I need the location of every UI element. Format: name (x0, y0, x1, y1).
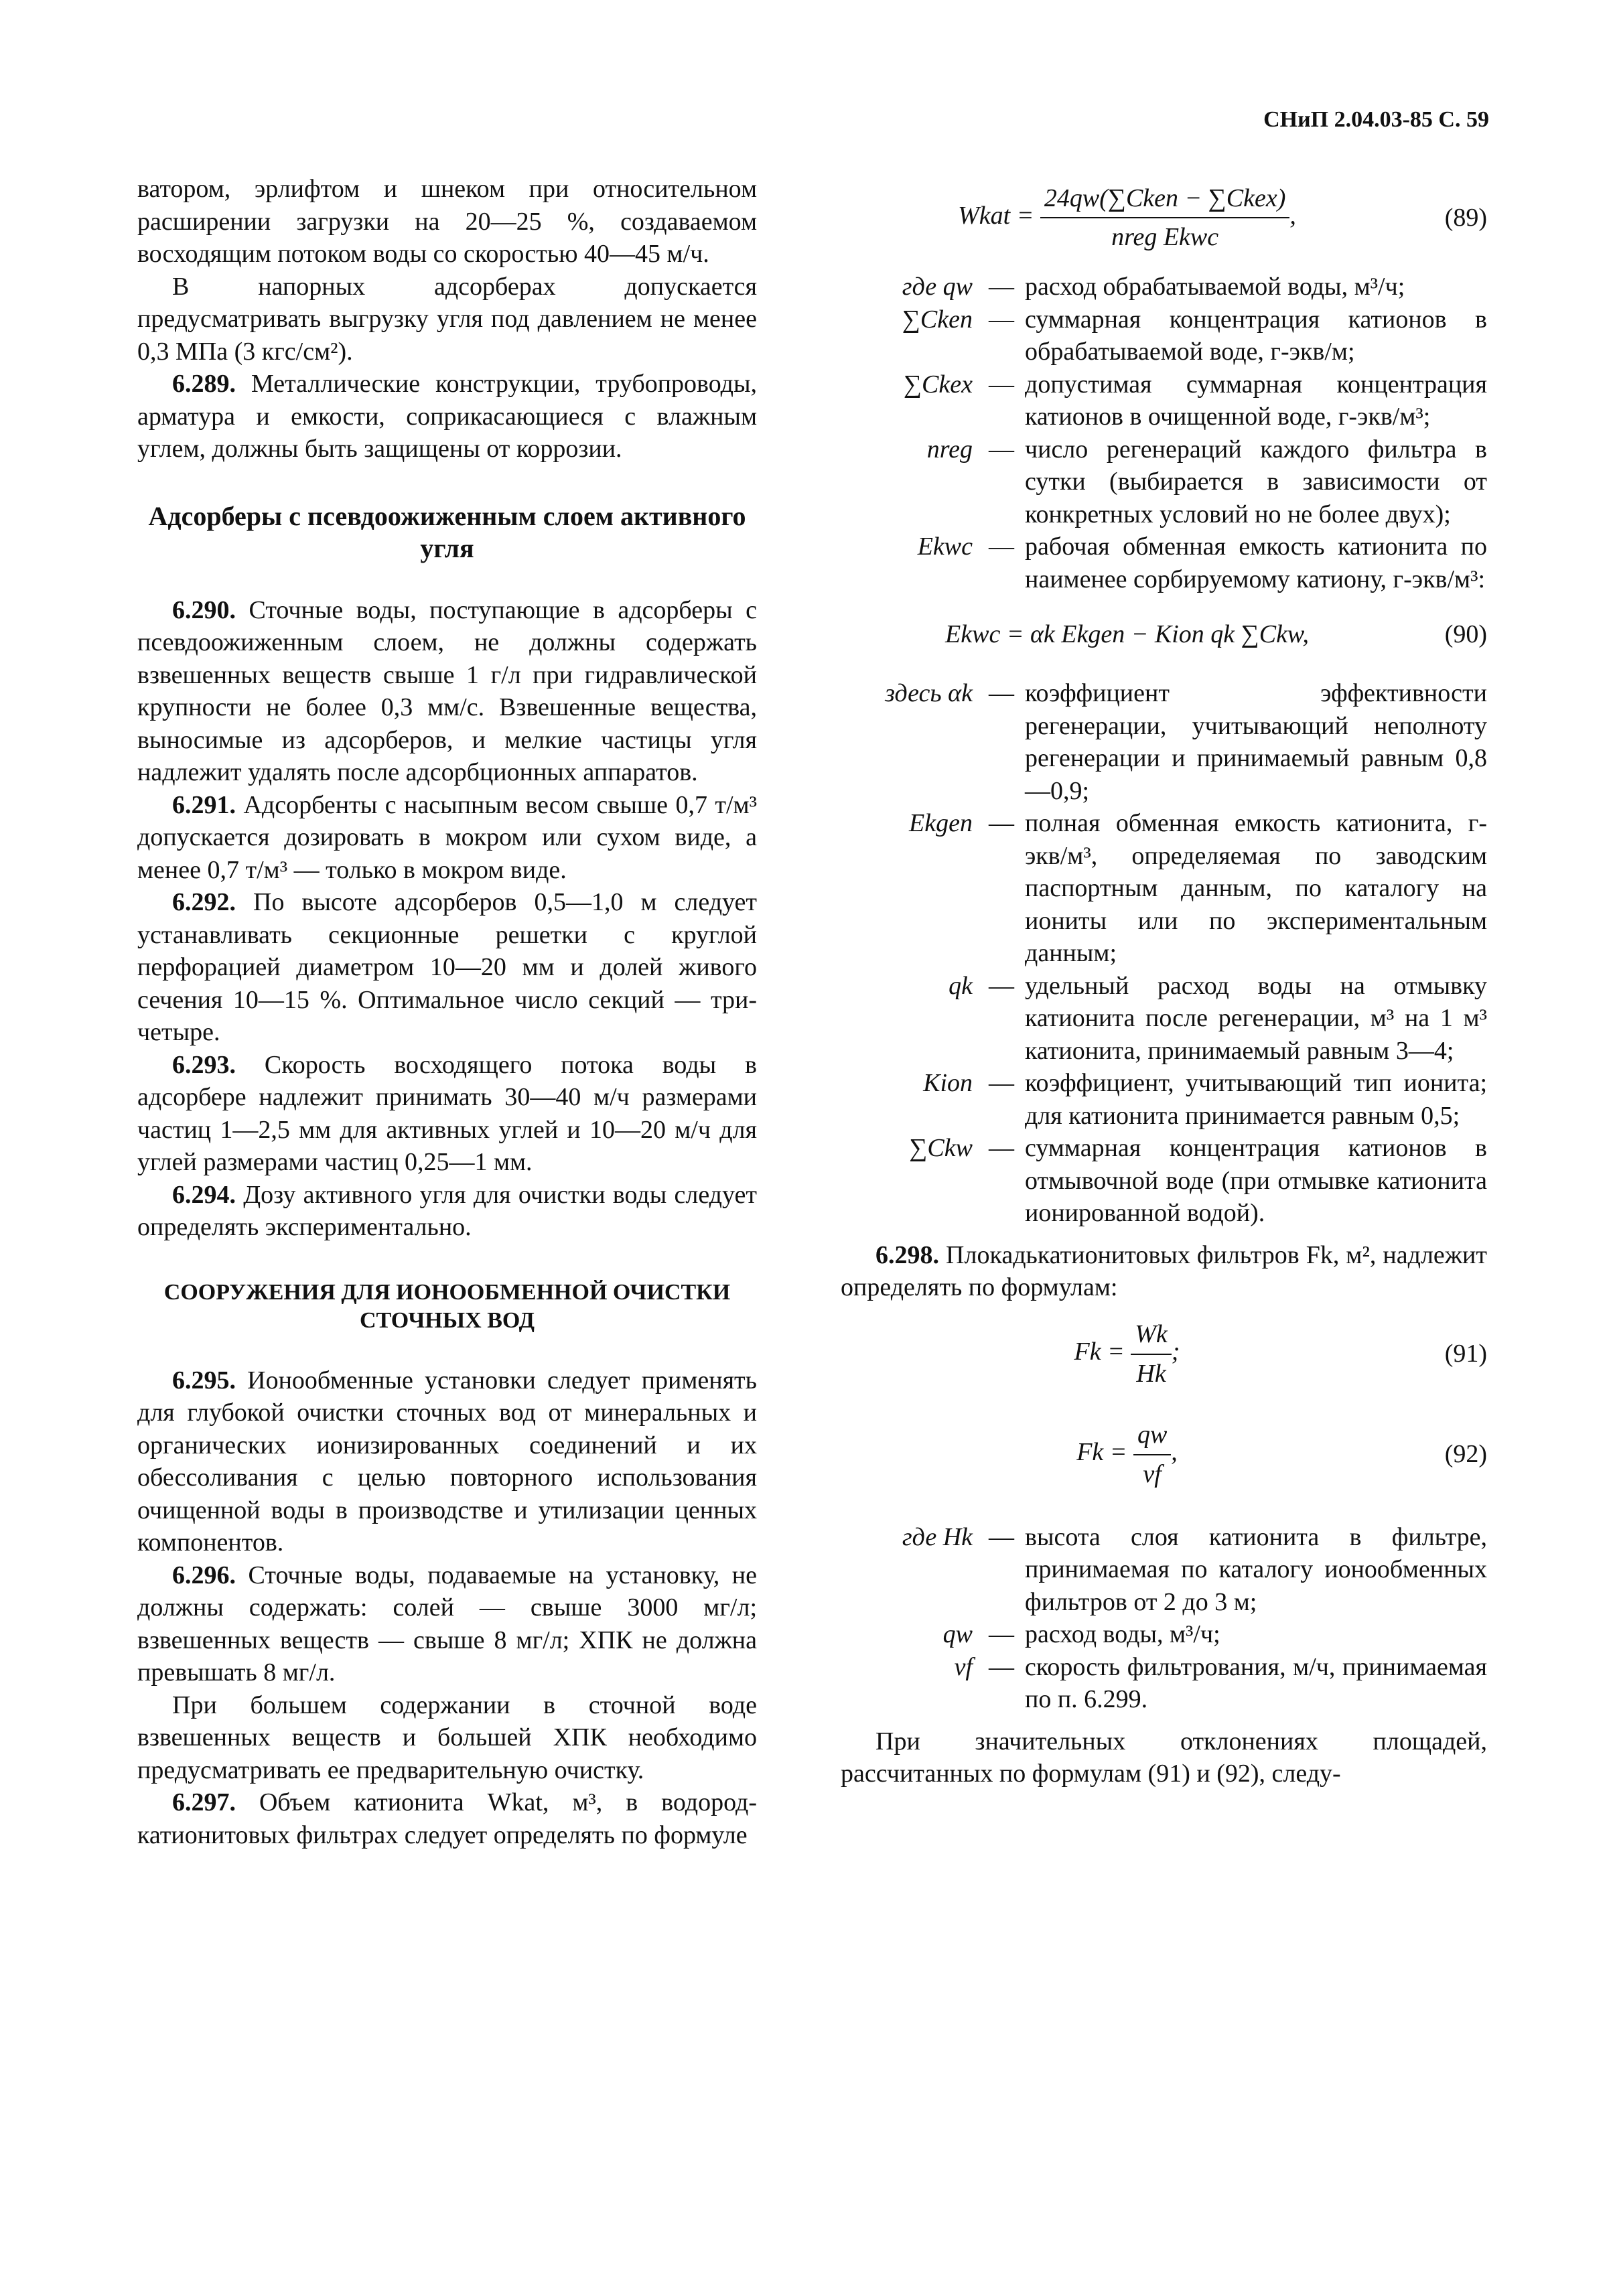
paragraph-pressure-adsorbers: В напорных адсорберах допускается предусматривать выгрузку угля под давлением не менее 0,3 МПа (3 кгс/см²). (137, 272, 757, 366)
definition-text: рабочая обменная емкость катионита по наименее сорбируемому катиону, г-экв/м³: (1025, 532, 1487, 593)
definition-text: коэффициент эффективности регенерации, учитывающий неполноту регенерации и принимаемый равным 0,8—0,9; (1025, 679, 1487, 805)
paragraph-final: При значительных отклонениях площадей, рассчитанных по формулам (91) и (92), следу- (841, 1727, 1487, 1788)
formula-denominator: nreg Ekwc (1111, 223, 1219, 251)
definition-item (841, 303, 1487, 368)
definition-item (841, 807, 1487, 970)
formula-body (841, 182, 1413, 254)
definition-symbol: ∑Ckw (909, 1134, 973, 1162)
definition-dash: — (989, 435, 1014, 463)
clause-text: Адсорбенты с насыпным весом свыше 0,7 т/м³ допускается дозировать в мокром или сухом виде, а менее 0,7 т/м³ — только в мокром виде. (137, 790, 757, 884)
formula-tail: , (1289, 201, 1296, 230)
clause-number: 6.290. (172, 595, 236, 624)
clause-text: Плокадькатионитовых фильтров Fk, м², надлежит определять по формулам: (841, 1240, 1487, 1301)
clause-number: 6.292. (172, 888, 236, 916)
definition-dash: — (989, 1069, 1014, 1097)
formula-body: Ekwc = αk Ekgen − Kion qk ∑Ckw, (945, 620, 1309, 648)
definition-dash: — (989, 1652, 1014, 1681)
definition-symbol: Ekwc (917, 532, 973, 561)
definition-dash: — (989, 305, 1014, 334)
definition-text: скорость фильтрования, м/ч, принимаемая по п. 6.299. (1025, 1652, 1487, 1713)
definition-symbol: Kion (923, 1069, 973, 1097)
clause-6-298 (841, 1239, 1487, 1304)
definition-text: расход обрабатываемой воды, м³/ч; (1025, 273, 1405, 301)
formula-number: (89) (1444, 203, 1487, 232)
definition-dash: — (989, 1620, 1014, 1648)
formula-92 (841, 1405, 1487, 1505)
definition-item (841, 530, 1487, 595)
definition-text: высота слоя катионита в фильтре, принимаемая по каталогу ионообменных фильтров от 2 до 3 м; (1025, 1522, 1487, 1616)
clause-number: 6.289. (172, 370, 236, 398)
definition-symbol: qw (942, 1620, 973, 1648)
definition-dash: — (989, 1522, 1014, 1551)
definition-dash: — (989, 809, 1014, 837)
definition-dash: — (989, 370, 1014, 399)
clause-number: 6.298. (875, 1240, 939, 1269)
definition-symbol: Ekgen (909, 809, 973, 837)
definition-dash: — (989, 971, 1014, 1000)
definition-symbol: qk (949, 971, 973, 1000)
definition-item (841, 1521, 1487, 1619)
formula-numerator: qw (1133, 1419, 1171, 1455)
formula-numerator: 24qw(∑Cken − ∑Ckex) (1040, 182, 1290, 219)
definition-item (841, 970, 1487, 1068)
clause-number: 6.291. (172, 790, 236, 819)
formula-body (841, 1419, 1413, 1490)
clause-6-297 (137, 1786, 757, 1851)
clause-text: Металлические конструкции, трубопроводы, арматура и емкости, соприкасающиеся с влажным углем, должны быть защищены от коррозии. (137, 370, 757, 463)
clause-text: Сточные воды, подаваемые на установку, не должны содержать: солей — свыше 3000 мг/л; взвешенных веществ — свыше 8 мг/л; ХПК не должна превышать 8 мг/л. (137, 1561, 757, 1687)
section-heading-ion-exchange: СООРУЖЕНИЯ ДЛЯ ИОНООБМЕННОЙ ОЧИСТКИ СТОЧНЫХ ВОД (163, 1279, 731, 1333)
clause-number: 6.294. (172, 1180, 236, 1209)
definition-text: расход воды, м³/ч; (1025, 1620, 1220, 1648)
formula-90 (841, 607, 1487, 661)
formula-number: (92) (1444, 1440, 1487, 1469)
formula-fraction (1133, 1419, 1171, 1490)
definition-symbol: ∑Ckex (903, 370, 973, 399)
definition-symbol: vf (954, 1652, 973, 1681)
definition-item (841, 677, 1487, 807)
clause-6-293 (137, 1049, 757, 1179)
definition-item (841, 368, 1487, 433)
formula-denominator: vf (1143, 1459, 1162, 1488)
definition-symbol: здесь αk (885, 679, 973, 707)
formula-91 (841, 1304, 1487, 1405)
clause-6-290 (137, 594, 757, 789)
definition-text: суммарная концентрация катионов в обрабатываемой воде, г-экв/м; (1025, 305, 1487, 366)
definition-symbol: ∑Cken (902, 305, 973, 334)
definition-dash: — (989, 273, 1014, 301)
formula-number: (90) (1444, 620, 1487, 648)
clause-text: Дозу активного угля для очистки воды следует определять экспериментально. (137, 1180, 757, 1241)
formula-body (841, 1318, 1413, 1390)
clause-text: Объем катионита Wkat, м³, в водород-катионитовых фильтрах следует определять по формуле (137, 1788, 757, 1849)
definition-symbol: где qw (902, 273, 973, 301)
definition-item (841, 1132, 1487, 1230)
clause-text: Ионообменные установки следует применять для глубокой очистки сточных вод от минеральных и органических ионизированных соединений и их обессоливания с целью повторного использования очищенной воды в производстве и утилизации ценных компонентов. (137, 1366, 757, 1557)
formula-denominator: Hk (1136, 1359, 1166, 1388)
definition-dash: — (989, 679, 1014, 707)
formula-lhs: Fk = (1076, 1438, 1127, 1467)
definition-item (841, 1067, 1487, 1132)
clause-6-291 (137, 789, 757, 887)
definition-item (841, 271, 1487, 303)
paragraph-pretreatment: При большем содержании в сточной воде взвешенных веществ и большей ХПК необходимо предусматривать ее предварительную очистку. (137, 1691, 757, 1784)
definition-text: полная обменная емкость катионита, г-экв/м³, определяемая по заводским паспортным данным, по каталогу на иониты или по экспериментальным данным; (1025, 809, 1487, 967)
definition-text: число регенераций каждого фильтра в сутки (выбирается в зависимости от конкретных условий но не более двух); (1025, 435, 1487, 528)
formula-tail: ; (1171, 1338, 1180, 1366)
definitions-92 (841, 1521, 1487, 1716)
definition-text: допустимая суммарная концентрация катионов в очищенной воде, г-экв/м³; (1025, 370, 1487, 431)
paragraph-continuation: ватором, эрлифтом и шнеком при относительном расширении загрузки на 20—25 %, создаваемом восходящим потоком воды со скоростью 40—45 м/ч. (137, 175, 757, 268)
clause-number: 6.297. (172, 1788, 236, 1816)
definitions-90 (841, 677, 1487, 1230)
definition-symbol: nreg (926, 435, 973, 463)
definition-text: удельный расход воды на отмывку катионита после регенерации, м³ на 1 м³ катионита, принимаемый равным 3—4; (1025, 971, 1487, 1065)
clause-6-292 (137, 886, 757, 1049)
definition-item (841, 1618, 1487, 1651)
formula-number: (91) (1444, 1340, 1487, 1368)
definition-text: суммарная концентрация катионов в отмывочной воде (при отмывке катионита ионированной водой). (1025, 1134, 1487, 1227)
left-column (137, 173, 757, 1851)
formula-89 (841, 181, 1487, 255)
clause-6-294 (137, 1179, 757, 1244)
section-heading-fluidized-bed: Адсорберы с псевдоожиженным слоем активного угля (148, 500, 746, 563)
definition-dash: — (989, 1134, 1014, 1162)
definition-item (841, 1651, 1487, 1716)
definition-dash: — (989, 532, 1014, 561)
definition-text: коэффициент, учитывающий тип ионита; для катионита принимается равным 0,5; (1025, 1069, 1487, 1130)
clause-6-295 (137, 1364, 757, 1559)
clause-number: 6.296. (172, 1561, 236, 1589)
clause-number: 6.293. (172, 1050, 236, 1079)
definitions-89 (841, 271, 1487, 595)
definition-item (841, 433, 1487, 531)
clause-text: Сточные воды, поступающие в адсорберы с псевдоожиженным слоем, не должны содержать взвешенных веществ свыше 1 г/л при гидравлической крупности не более 0,3 мм/с. Взвешенные вещества, выносимые из адсорберов, и мелкие частицы угля надлежит удалять после адсорбционных аппаратов. (137, 595, 757, 786)
formula-fraction (1040, 182, 1290, 254)
clause-text: Скорость восходящего потока воды в адсорбере надлежит принимать 30—40 м/ч размерами частиц 1—2,5 мм для активных углей и 10—20 м/ч для углей размерами частиц 0,25—1 мм. (137, 1050, 757, 1176)
definition-symbol: где Hk (902, 1522, 973, 1551)
clause-6-289 (137, 368, 757, 465)
formula-lhs: Wkat = (958, 201, 1034, 230)
clause-text: По высоте адсорберов 0,5—1,0 м следует устанавливать секционные решетки с круглой перфорацией диаметром 10—20 мм и долей живого сечения 10—15 %. Оптимальное число секций — три-четыре. (137, 888, 757, 1046)
formula-fraction (1131, 1318, 1172, 1390)
formula-numerator: Wk (1131, 1318, 1172, 1355)
right-column (841, 181, 1487, 1790)
formula-tail: , (1171, 1438, 1178, 1467)
clause-number: 6.295. (172, 1366, 236, 1394)
running-header: СНиП 2.04.03-85 С. 59 (1263, 107, 1489, 132)
formula-lhs: Fk = (1074, 1338, 1125, 1366)
clause-6-296 (137, 1559, 757, 1689)
